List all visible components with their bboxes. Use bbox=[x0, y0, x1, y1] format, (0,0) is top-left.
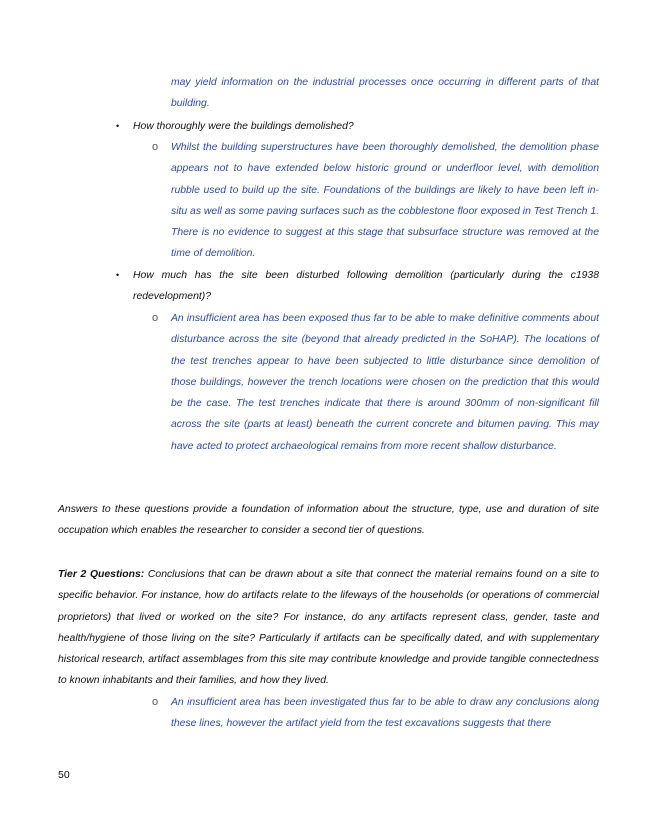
circle-bullet-icon: o bbox=[152, 312, 159, 324]
summary-paragraph: Answers to these questions provide a foundation of information about the structure, type, use and duration of site occupation which enables the researcher to consider a second tier of questions. bbox=[58, 504, 599, 537]
circle-bullet-icon: o bbox=[152, 141, 159, 153]
page-number: 50 bbox=[58, 769, 70, 781]
bullet-icon: • bbox=[116, 270, 120, 280]
answer-continued-text: may yield information on the industrial processes once occurring in different parts of that building. bbox=[171, 77, 599, 110]
question-demolition: How thoroughly were the buildings demolished? bbox=[133, 121, 354, 132]
answer-demolition: Whilst the building superstructures have been thoroughly demolished, the demolition phase appears not to have extended below historic ground or underfloor level, with demolition rubble used to build up the site. Foundations of the buildings are likely to have been left in-situ as well as some paving surfaces such as the cobblestone floor exposed in Test Trench 1. There is no evidence to suggest at this stage that subsurface structure was removed at the time of demolition. bbox=[171, 142, 599, 260]
answer-disturbance: An insufficient area has been exposed thus far to be able to make definitive comments about disturbance across the site (beyond that already predicted in the SoHAP). The locations of the test trenches appear to have been subjected to little disturbance since demolition of those buildings, however the trench locations were chosen on the prediction that this would be the case. The test trenches indicate that there is around 300mm of non-significant fill across the site (parts at least) beneath the current concrete and bitumen paving. This may have acted to protect archaeological remains from more recent shallow disturbance. bbox=[171, 313, 599, 452]
tier2-heading: Tier 2 Questions: bbox=[58, 569, 145, 580]
question-disturbance: How much has the site been disturbed following demolition (particularly during the c1938 redevelopment)? bbox=[133, 270, 599, 303]
answer-tier2: An insufficient area has been investigated thus far to be able to draw any conclusions along these lines, however the artifact yield from the test excavations suggests that there bbox=[171, 697, 599, 730]
tier2-text: Conclusions that can be drawn about a site that connect the material remains found on a site to specific behavior. For instance, how do artifacts relate to the lifeways of the households (or operations of commercial proprietors) that lived or worked on the site? For instance, do any artifacts represent class, gender, taste and health/hygiene of those living on the site? Particularly if artifacts can be specifically dated, and with supplementary historical research, artifact assemblages from this site may contribute knowledge and provide tangible connectedness to known inhabitants and their families, and how they lived. bbox=[58, 569, 599, 687]
circle-bullet-icon: o bbox=[152, 696, 159, 708]
bullet-icon: • bbox=[116, 121, 120, 131]
tier2-paragraph bbox=[58, 564, 599, 692]
